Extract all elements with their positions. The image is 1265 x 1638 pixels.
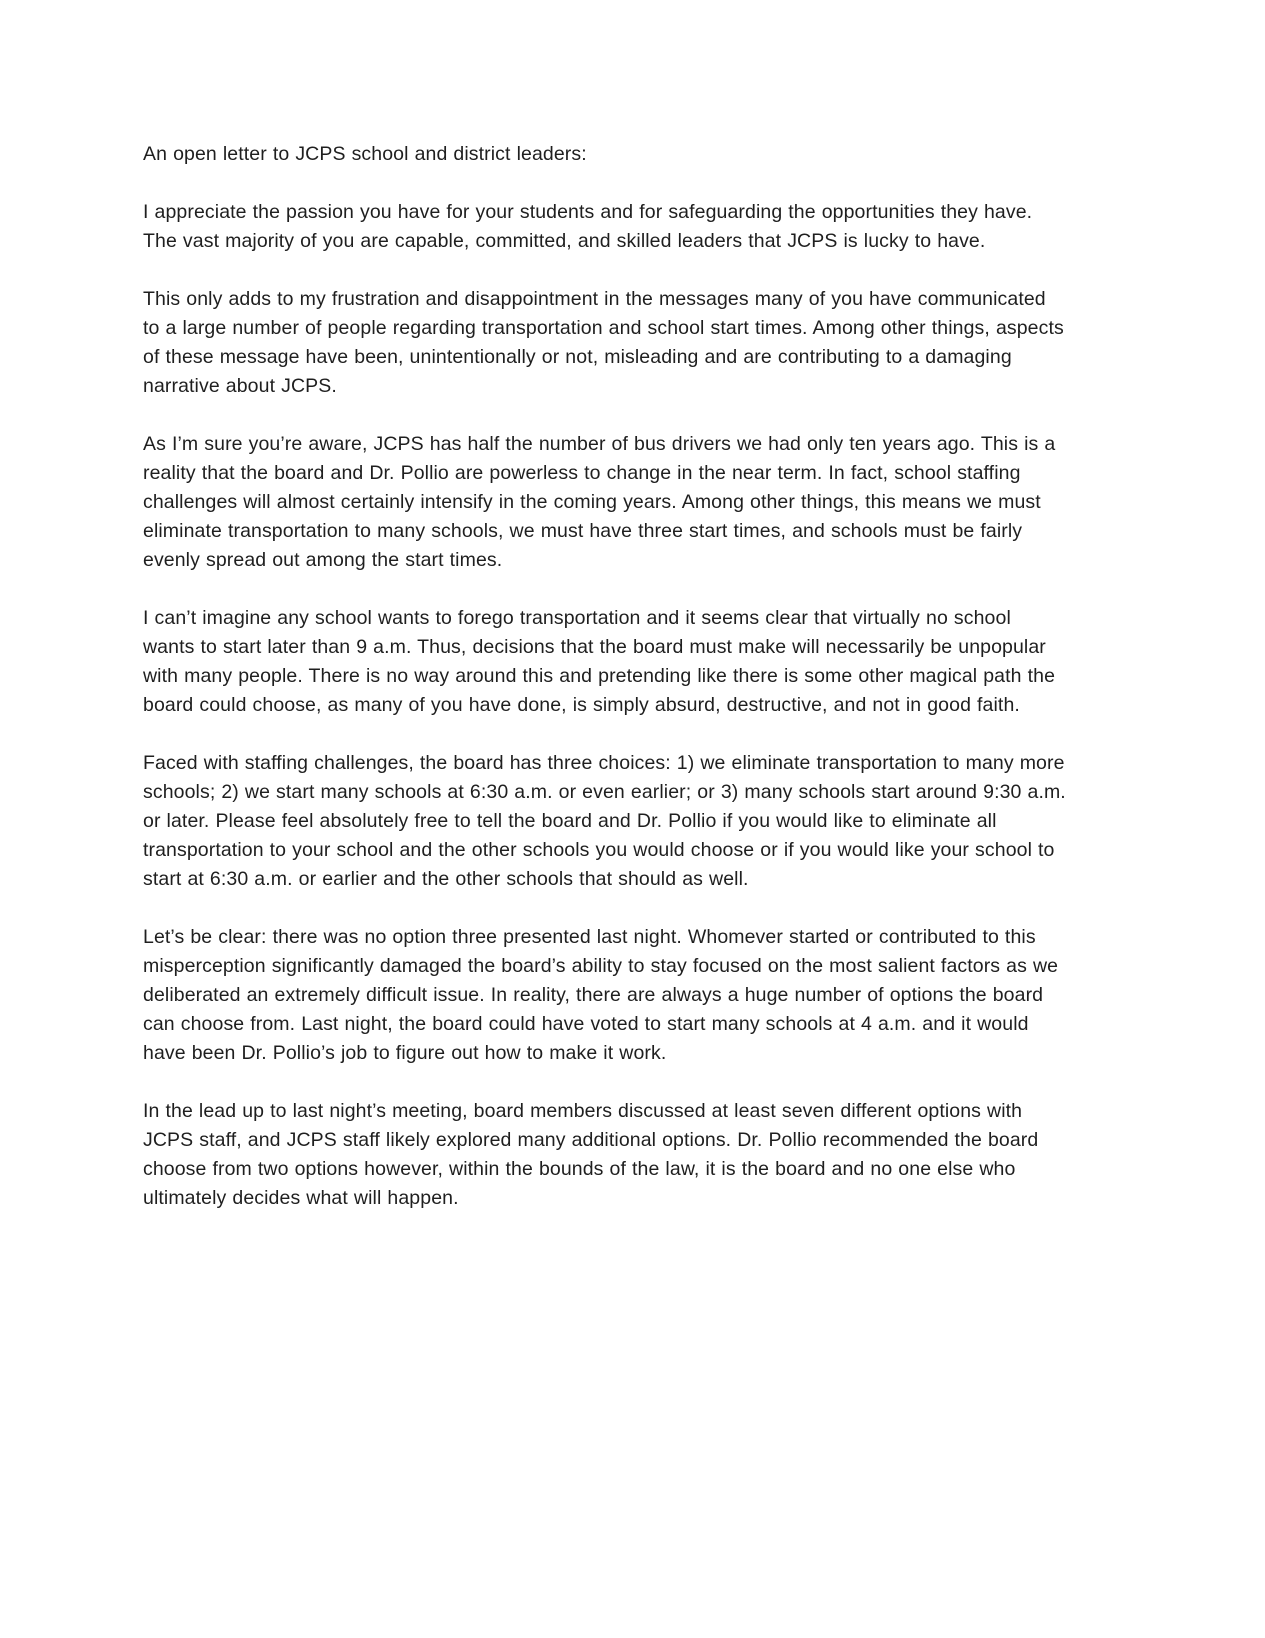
- paragraph: I appreciate the passion you have for your students and for safeguarding the opportunities they have. The vast majority of you are capable, committed, and skilled leaders that JCPS is lucky to have.: [143, 201, 1033, 252]
- letter-salutation: An open letter to JCPS school and district leaders:: [143, 143, 587, 165]
- paragraph: As I’m sure you’re aware, JCPS has half the number of bus drivers we had only ten years ago. This is a reality that the board and Dr. Pollio are powerless to change in the near term. In fact, school staffing challenges will almost certainly intensify in the coming years. Among other things, this means we must eliminate transportation to many schools, we must have three start times, and schools must be fairly evenly spread out among the start times.: [143, 433, 1056, 571]
- letter-body: [143, 140, 1068, 1242]
- paragraph: Let’s be clear: there was no option three presented last night. Whomever started or contributed to this misperception significantly damaged the board’s ability to stay focused on the most salient factors as we deliberated an extremely difficult issue. In reality, there are always a huge number of options the board can choose from. Last night, the board could have voted to start many schools at 4 a.m. and it would have been Dr. Pollio’s job to figure out how to make it work.: [143, 926, 1059, 1064]
- paragraph: I can’t imagine any school wants to forego transportation and it seems clear that virtually no school wants to start later than 9 a.m. Thus, decisions that the board must make will necessarily be unpopular with many people. There is no way around this and pretending like there is some other magical path the board could choose, as many of you have done, is simply absurd, destructive, and not in good faith.: [143, 607, 1056, 716]
- paragraph: Faced with staffing challenges, the board has three choices: 1) we eliminate transportation to many more schools; 2) we start many schools at 6:30 a.m. or even earlier; or 3) many schools start around 9:30 a.m. or later. Please feel absolutely free to tell the board and Dr. Pollio if you would like to eliminate all transportation to your school and the other schools you would choose or if you would like your school to start at 6:30 a.m. or earlier and the other schools that should as well.: [143, 752, 1066, 890]
- paragraph: In the lead up to last night’s meeting, board members discussed at least seven different options with JCPS staff, and JCPS staff likely explored many additional options. Dr. Pollio recommended the board choose from two options however, within the bounds of the law, it is the board and no one else who ultimately decides what will happen.: [143, 1100, 1039, 1209]
- paragraph: This only adds to my frustration and disappointment in the messages many of you have communicated to a large number of people regarding transportation and school start times. Among other things, aspects of these message have been, unintentionally or not, misleading and are contributing to a damaging narrative about JCPS.: [143, 288, 1064, 397]
